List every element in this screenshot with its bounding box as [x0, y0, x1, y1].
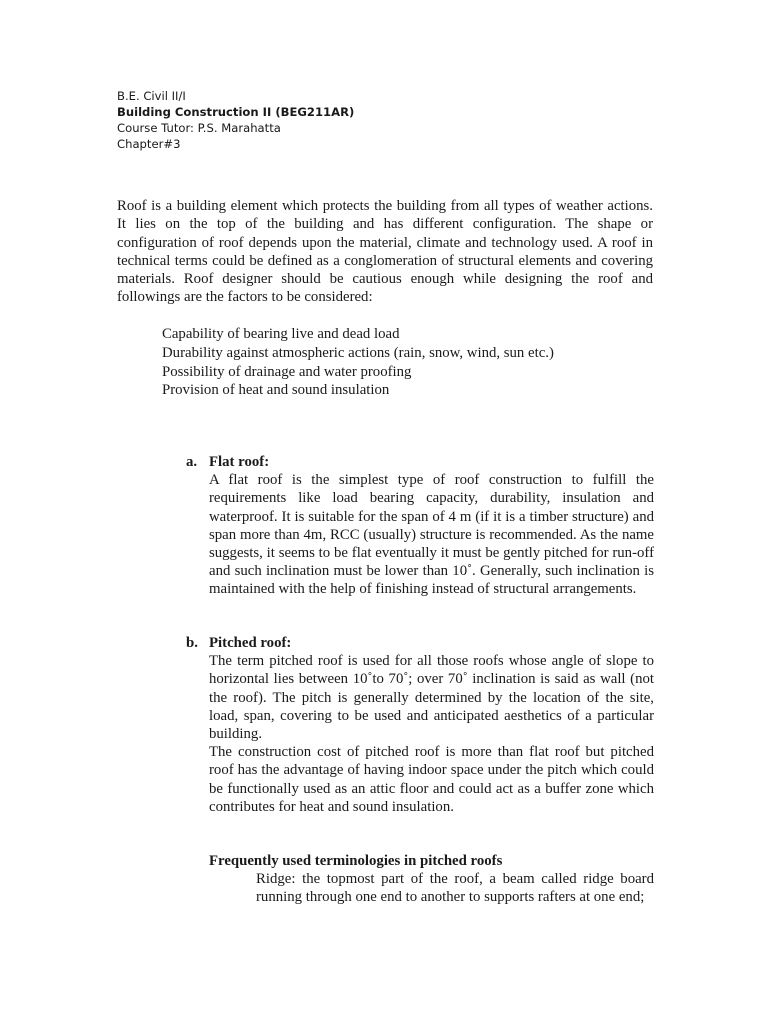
section-marker: a. [186, 454, 198, 470]
section-title: Flat roof: [209, 454, 270, 470]
class-line: B.E. Civil II/I [117, 89, 186, 103]
section-heading [186, 634, 654, 652]
factor-item: Possibility of drainage and water proofing [162, 363, 412, 380]
document-header [117, 88, 677, 152]
factor-item: Capability of bearing live and dead load [162, 326, 400, 342]
terminology-heading: Frequently used terminologies in pitched roofs [209, 853, 503, 869]
course-tutor: Course Tutor: P.S. Marahatta [117, 121, 281, 135]
section-body [209, 471, 654, 598]
section-flat-roof [186, 453, 654, 599]
chapter-label: Chapter#3 [117, 137, 181, 151]
section-paragraph: The term pitched roof is used for all those roofs whose angle of slope to horizontal lies between 10˚to 70˚; over 70˚ inclination is said as wall (not the roof). The pitch is generally determined by the location of the site, load, span, covering to be used and anticipated aesthetics of a particular building. [209, 653, 654, 743]
section-paragraph: A flat roof is the simplest type of roof construction to fulfill the requirements like load bearing capacity, durability, insulation and waterproof. It is suitable for the span of 4 m (if it is a timber structure) and span more than 4m, RCC (usually) structure is recommended. As the name suggests, it seems to be flat eventually it must be gently pitched for run-off and such inclination must be lower than 10˚. Generally, such inclination is maintained with the help of finishing instead of structural arrangements. [209, 472, 654, 598]
terminology-item: Ridge: the topmost part of the roof, a beam called ridge board running through one end to another to supports rafters at one end; [256, 871, 654, 906]
section-marker: b. [186, 635, 198, 651]
factors-list [162, 325, 662, 400]
intro-paragraph: Roof is a building element which protects the building from all types of weather actions. It lies on the top of the building and has different configuration. The shape or configuration of roof depends upon the material, climate and technology used. A roof in technical terms could be defined as a conglomeration of structural elements and covering materials. Roof designer should be cautious enough while designing the roof and followings are the factors to be considered: [117, 198, 653, 306]
factor-item: Durability against atmospheric actions (rain, snow, wind, sun etc.) [162, 344, 554, 361]
section-heading [186, 453, 654, 471]
section-pitched-roof [186, 634, 654, 816]
section-title: Pitched roof: [209, 635, 292, 651]
factor-item: Provision of heat and sound insulation [162, 382, 390, 399]
section-paragraph: The construction cost of pitched roof is more than flat roof but pitched roof has the advantage of having indoor space under the pitch which could be functionally used as an attic floor and could act as a buffer zone which contributes for heat and sound insulation. [209, 744, 654, 815]
section-body [209, 652, 654, 816]
course-title: Building Construction II (BEG211AR) [117, 105, 355, 119]
